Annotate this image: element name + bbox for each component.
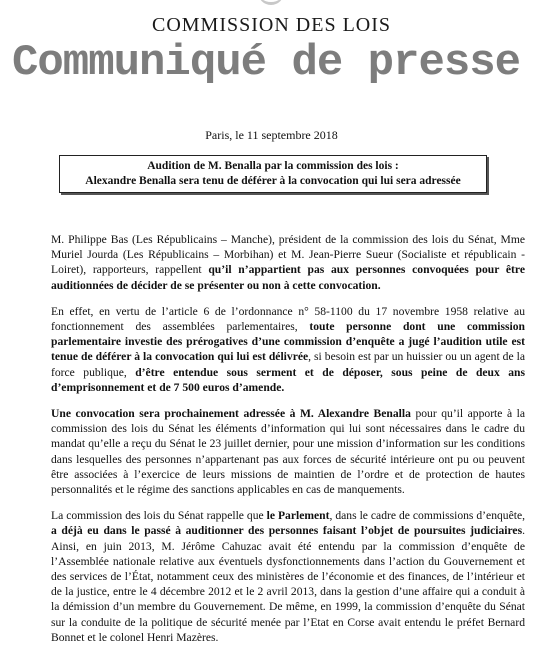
headline-line-1: Audition de M. Benalla par la commission des lois : xyxy=(147,160,399,172)
paragraph-4-text-a: La commission des lois du Sénat rappelle que xyxy=(51,509,267,523)
paragraph-2-text-c: , si besoin est par un huissier ou un agent de la force publique, xyxy=(51,350,525,379)
paragraph-4-bold-d: a déjà eu dans le passé à auditionner des personnes faisant l’objet de poursuites judiciaires xyxy=(51,524,523,538)
paragraph-4-bold-b: le Parlement xyxy=(266,509,330,523)
logo-fragment xyxy=(258,0,284,5)
paragraph-3-bold-a: Une convocation sera prochainement adressée à M. Alexandre Benalla xyxy=(51,407,411,421)
paragraph-4-text-c: , dans le cadre de commissions d’enquête, xyxy=(329,509,525,523)
headline-line-2: Alexandre Benalla sera tenu de déférer à la convocation qui lui sera adressée xyxy=(85,175,461,187)
document-body xyxy=(51,232,525,656)
paragraph-4-text-e: . Ainsi, en juin 2013, M. Jérôme Cahuzac avait été entendu par la commission d’enquête de l’Assemblée nationale relative aux éventuels dysfonctionnements dans l’action du Gouvernement et des services de l’État, notamment ceux des ministères de l’économie et des finances, de l’intérieur et de la justice, entre le 4 décembre 2012 et le 2 avril 2013, dans la gestion d’une affaire qui a conduit à la démission d’un membre du Gouvernement. De même, en 1999, la commission d’enquête du Sénat sur la conduite de la politique de sécurité menée par l’Etat en Corse avait entendu le préfet Bernard Bonnet et le colonel Henri Mazères. xyxy=(51,524,525,644)
date-line: Paris, le 11 septembre 2018 xyxy=(205,128,338,142)
headline-box xyxy=(59,155,487,193)
paragraph-3-text-b: pour qu’il apporte à la commission des lois du Sénat les éléments d’information qui lui sont nécessaires dans le cadre du mandat qu’elle a reçu du Sénat le 23 juillet dernier, pour une mission d’information sur les conditions dans lesquelles des personnes n’appartenant pas aux forces de sécurité intérieure ont pu ou peuvent être associées à l’exercice de leurs missions de maintien de l’ordre et de protection de hautes personnalités et le régime des sanctions applicables en cas de manquements. xyxy=(51,407,525,497)
paragraph-4 xyxy=(51,508,525,645)
paragraph-2-text-a: En effet, en vertu de l’article 6 de l’ordonnance n° 58-1100 du 17 novembre 1958 relative au fonctionnement des assemblées parlementaires, xyxy=(51,304,525,334)
paragraph-2 xyxy=(51,304,525,395)
paragraph-1-bold: qu’il n’appartient pas aux personnes convoquées pour être auditionnées de décider de se présenter ou non à cette convocation. xyxy=(51,263,526,292)
paragraph-1 xyxy=(51,232,525,293)
paragraph-3 xyxy=(51,406,525,497)
paragraph-2-bold-b: toute personne dont une commission parlementaire investie des prérogatives d’une commission d’enquête a jugé l’audition utile est tenue de déférer à la convocation qui lui est délivrée xyxy=(51,320,525,364)
organization-name: COMMISSION DES LOIS xyxy=(151,14,392,36)
press-release-title: Communiqué de presse xyxy=(12,38,521,88)
paragraph-1-text: M. Philippe Bas (Les Républicains – Manche), président de la commission des lois du Sénat, Mme Muriel Jourda (Les Républicains – Morbihan) et M. Jean-Pierre Sueur (Socialiste et républicain - Loiret), rapporteurs, rappellent xyxy=(51,233,525,277)
paragraph-2-bold-d: d’être entendue sous serment et de déposer, sous peine de deux ans d’emprisonnement et de 7 500 euros d’amende. xyxy=(51,365,526,394)
